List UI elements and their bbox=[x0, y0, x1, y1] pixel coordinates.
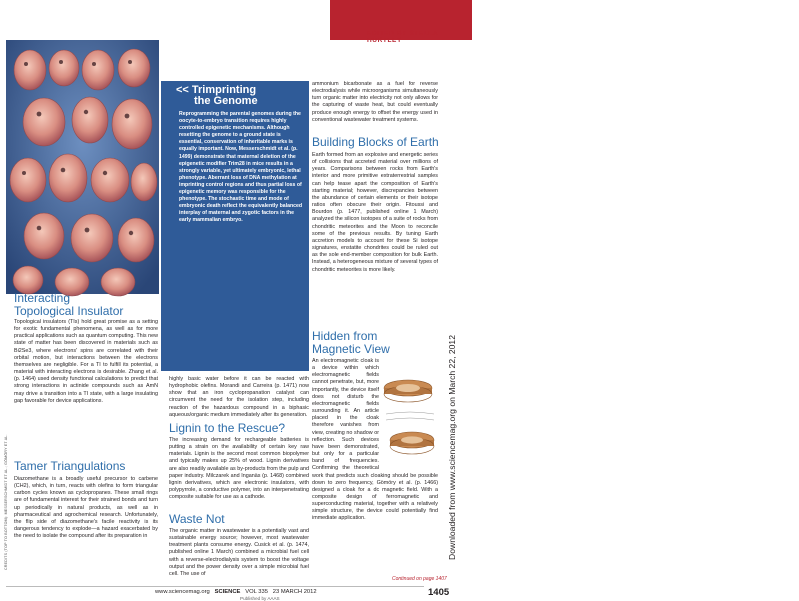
continued-note: Continued on page 1407 bbox=[392, 576, 447, 582]
heading-interacting-line1: Interacting bbox=[14, 291, 71, 305]
article-waste-continued: ammonium bicarbonate as a fuel for reverse electrodialysis while microorganisms simultaneously turn organic matter into electricity not only allows for the capturing of waste heat, but could eventually produce enough energy to offset the energy used in conventional wastewater treatment systems. bbox=[312, 81, 438, 123]
feature-title-line2: the Genome bbox=[194, 95, 258, 107]
heading-building-blocks: Building Blocks of Earth bbox=[312, 135, 439, 149]
feature-title bbox=[176, 85, 258, 107]
download-notice-text: Downloaded from www.sciencemag.org on March 22, 2012 bbox=[447, 335, 457, 560]
article-interacting-text: Topological insulators (TIs) hold great promise as a setting for exotic fundamental phenomena, as well as for more practical applications such as quantum computing. This new state of matter has been discovered in materials such as Bi2Se3, where electrons' spins are correlated with their orbital motion, but interactions between the electrons themselves are negligible. For a TI to fulfill its potential, a material with interacting electrons is desirable. Zhang et al. (p. 1464) used density functional calculations to predict that strong interactions in actinide compounds such as AmN may drive a transition into a TI state, with a large insulating gap favorable for device applications. bbox=[14, 319, 158, 404]
footer-volume: VOL 335 bbox=[245, 589, 268, 595]
footer-date: 23 MARCH 2012 bbox=[272, 589, 317, 595]
feature-title-line1: << Trimprinting bbox=[176, 84, 257, 96]
science-logo: Science bbox=[707, 1, 799, 33]
photo-credit-text: CREDITS (TOP TO BOTTOM): MESSERSCHMIDT ET AL.; GÖMÖRY ET AL. bbox=[4, 434, 8, 570]
feature-box bbox=[161, 81, 309, 371]
footer bbox=[155, 589, 317, 595]
heading-interacting bbox=[14, 292, 162, 317]
cloak-illustration bbox=[382, 360, 438, 468]
article-waste-text: The organic matter in wastewater is a potentially vast and sustainable energy source; however, most wastewater treatment plants consume energy. Cusick et al. (p. 1474, published online 1 March) combined a microbial fuel cell with a reverse-electrodialysis system to boost the voltage output and the power density over a simple microbial fuel cell. The use of bbox=[169, 528, 309, 577]
heading-hidden-line1: Hidden from bbox=[312, 329, 378, 343]
heading-tamer-triangulations: Tamer Triangulations bbox=[14, 459, 126, 473]
cloak-figure bbox=[382, 360, 438, 468]
published-by: Published by AAAS bbox=[240, 596, 280, 601]
embryo-photo bbox=[6, 40, 159, 294]
article-hidden-body: An electromagnetic cloak is a device within which electromagnetic fields cannot penetrate, but, more importantly, the device itself does not disturb the electromagnetic fields surrounding it. An article placed in the cloak therefore vanishes from view, creating no shadow or reflection. Such devices have been demonstrated, but only for a particular band of frequencies. Confirming the theoretical work that predicts such cloaking should be possible down to zero frequency, Gömöry et al. (p. 1466) designed a cloak for a dc magnetic field. With a composite design of ferromagnetic and superconducting material, together with a relatively simple structure, the device could potentially find immediate application. bbox=[312, 358, 438, 522]
footer-brand: SCIENCE bbox=[214, 589, 241, 595]
article-building-blocks-text: Earth formed from an explosive and energetic series of collisions that accreted material over millions of years. Comparisons between rocks from Earth's interior and more primitive extraterrestrial samples can help tease apart the composition of Earth's starting material; however, discrepancies between the abundance of certain elements or their isotope ratios often obscure their origin. Fitoussi and Bourdon (p. 1477, published online 1 March) analyzed the silicon isotopes of a suite of rocks from chondritic meteorites and the Moon to reconcile some of the previous results. By tuning Earth accretion models to account for these Si isotope signatures, enstatite chondrites could be ruled out as the sole end-member composition for bulk Earth. Instead, a heterogeneous mixture of several types of chondritic meteorites is more likely. bbox=[312, 152, 438, 273]
footer-url: www.sciencemag.org bbox=[155, 589, 210, 595]
article-tamer-continued: highly basic water before it can be reacted with hydrophobic olefins. Morandi and Carreira (p. 1471) now show that an iron cyclopropanation catalyst can circumvent the need for the isolation step, including reaction of the hazardous compound in a biphasic aqueous/organic medium immediately after its generation. bbox=[169, 376, 309, 418]
article-hidden-text bbox=[312, 358, 438, 523]
editor-credit: EDITED BY STELLA HURTLEY bbox=[367, 30, 438, 44]
article-lignin-text: The increasing demand for rechargeable batteries is putting a strain on the availability of certain key raw materials. Lignin is the second most common biopolymer and typically makes up 25% of wood. Lignin derivatives are also readily available as by-products from the pulp and paper industry. Milczarek and Inganäs (p. 1468) combined lignin derivatives, which are electronic insulators, with polypyrrole, a conductive polymer, into an interpenetrating composite suitable for use as a cathode. bbox=[169, 437, 309, 501]
heading-hidden-line2: Magnetic View bbox=[312, 341, 390, 356]
page-number: 1405 bbox=[428, 587, 450, 598]
heading-waste-not: Waste Not bbox=[169, 512, 225, 526]
this-week-in-label: THIS WEEK IN bbox=[666, 9, 692, 30]
embryo-illustration bbox=[6, 40, 159, 294]
heading-interacting-line2: Topological Insulator bbox=[14, 303, 124, 318]
masthead bbox=[0, 0, 799, 44]
footer-rule bbox=[6, 586, 424, 587]
heading-hidden-magnetic bbox=[312, 330, 440, 355]
photo-credit bbox=[4, 400, 12, 570]
heading-lignin: Lignin to the Rescue? bbox=[169, 421, 286, 435]
article-tamer-text: Diazomethane is a broadly useful precursor to carbene (CH2), which, in turn, reacts with olefins to form triangular carbon cycles known as cyclopropanes. These small rings are of fundamental interest for their strained bonds and turn up periodically in natural products, as well as in pharmaceutical and agrochemical research. Unfortunately, the flip side of diazomethane's facile reactivity is its dangerous tendency to explode—a hazard exacerbated by the need to isolate the compound after its preparation in bbox=[14, 476, 158, 540]
download-notice bbox=[447, 120, 459, 560]
feature-body: Reprogramming the parental genomes during the oocyte-to-embryo transition requires highly controlled epigenetic mechanisms. Although resetting the genome to a ground state is essential, conservation of inheritable marks is equally important. Now, Messerschmidt et al. (p. 1499) demonstrate that maternal deletion of the epigenetic modifier Trim28 in mice results in a strongly variable, yet ultimately embryonic, lethal phenotype. Aberrant loss of DNA methylation at imprinting control regions and thus partial loss of epigenetic memory was responsible for the phenotype. The stochastic time and mode of embryonic death reflect the equivalently balanced interplay of maternal and zygotic factors in the early mammalian embryo. bbox=[179, 111, 303, 224]
